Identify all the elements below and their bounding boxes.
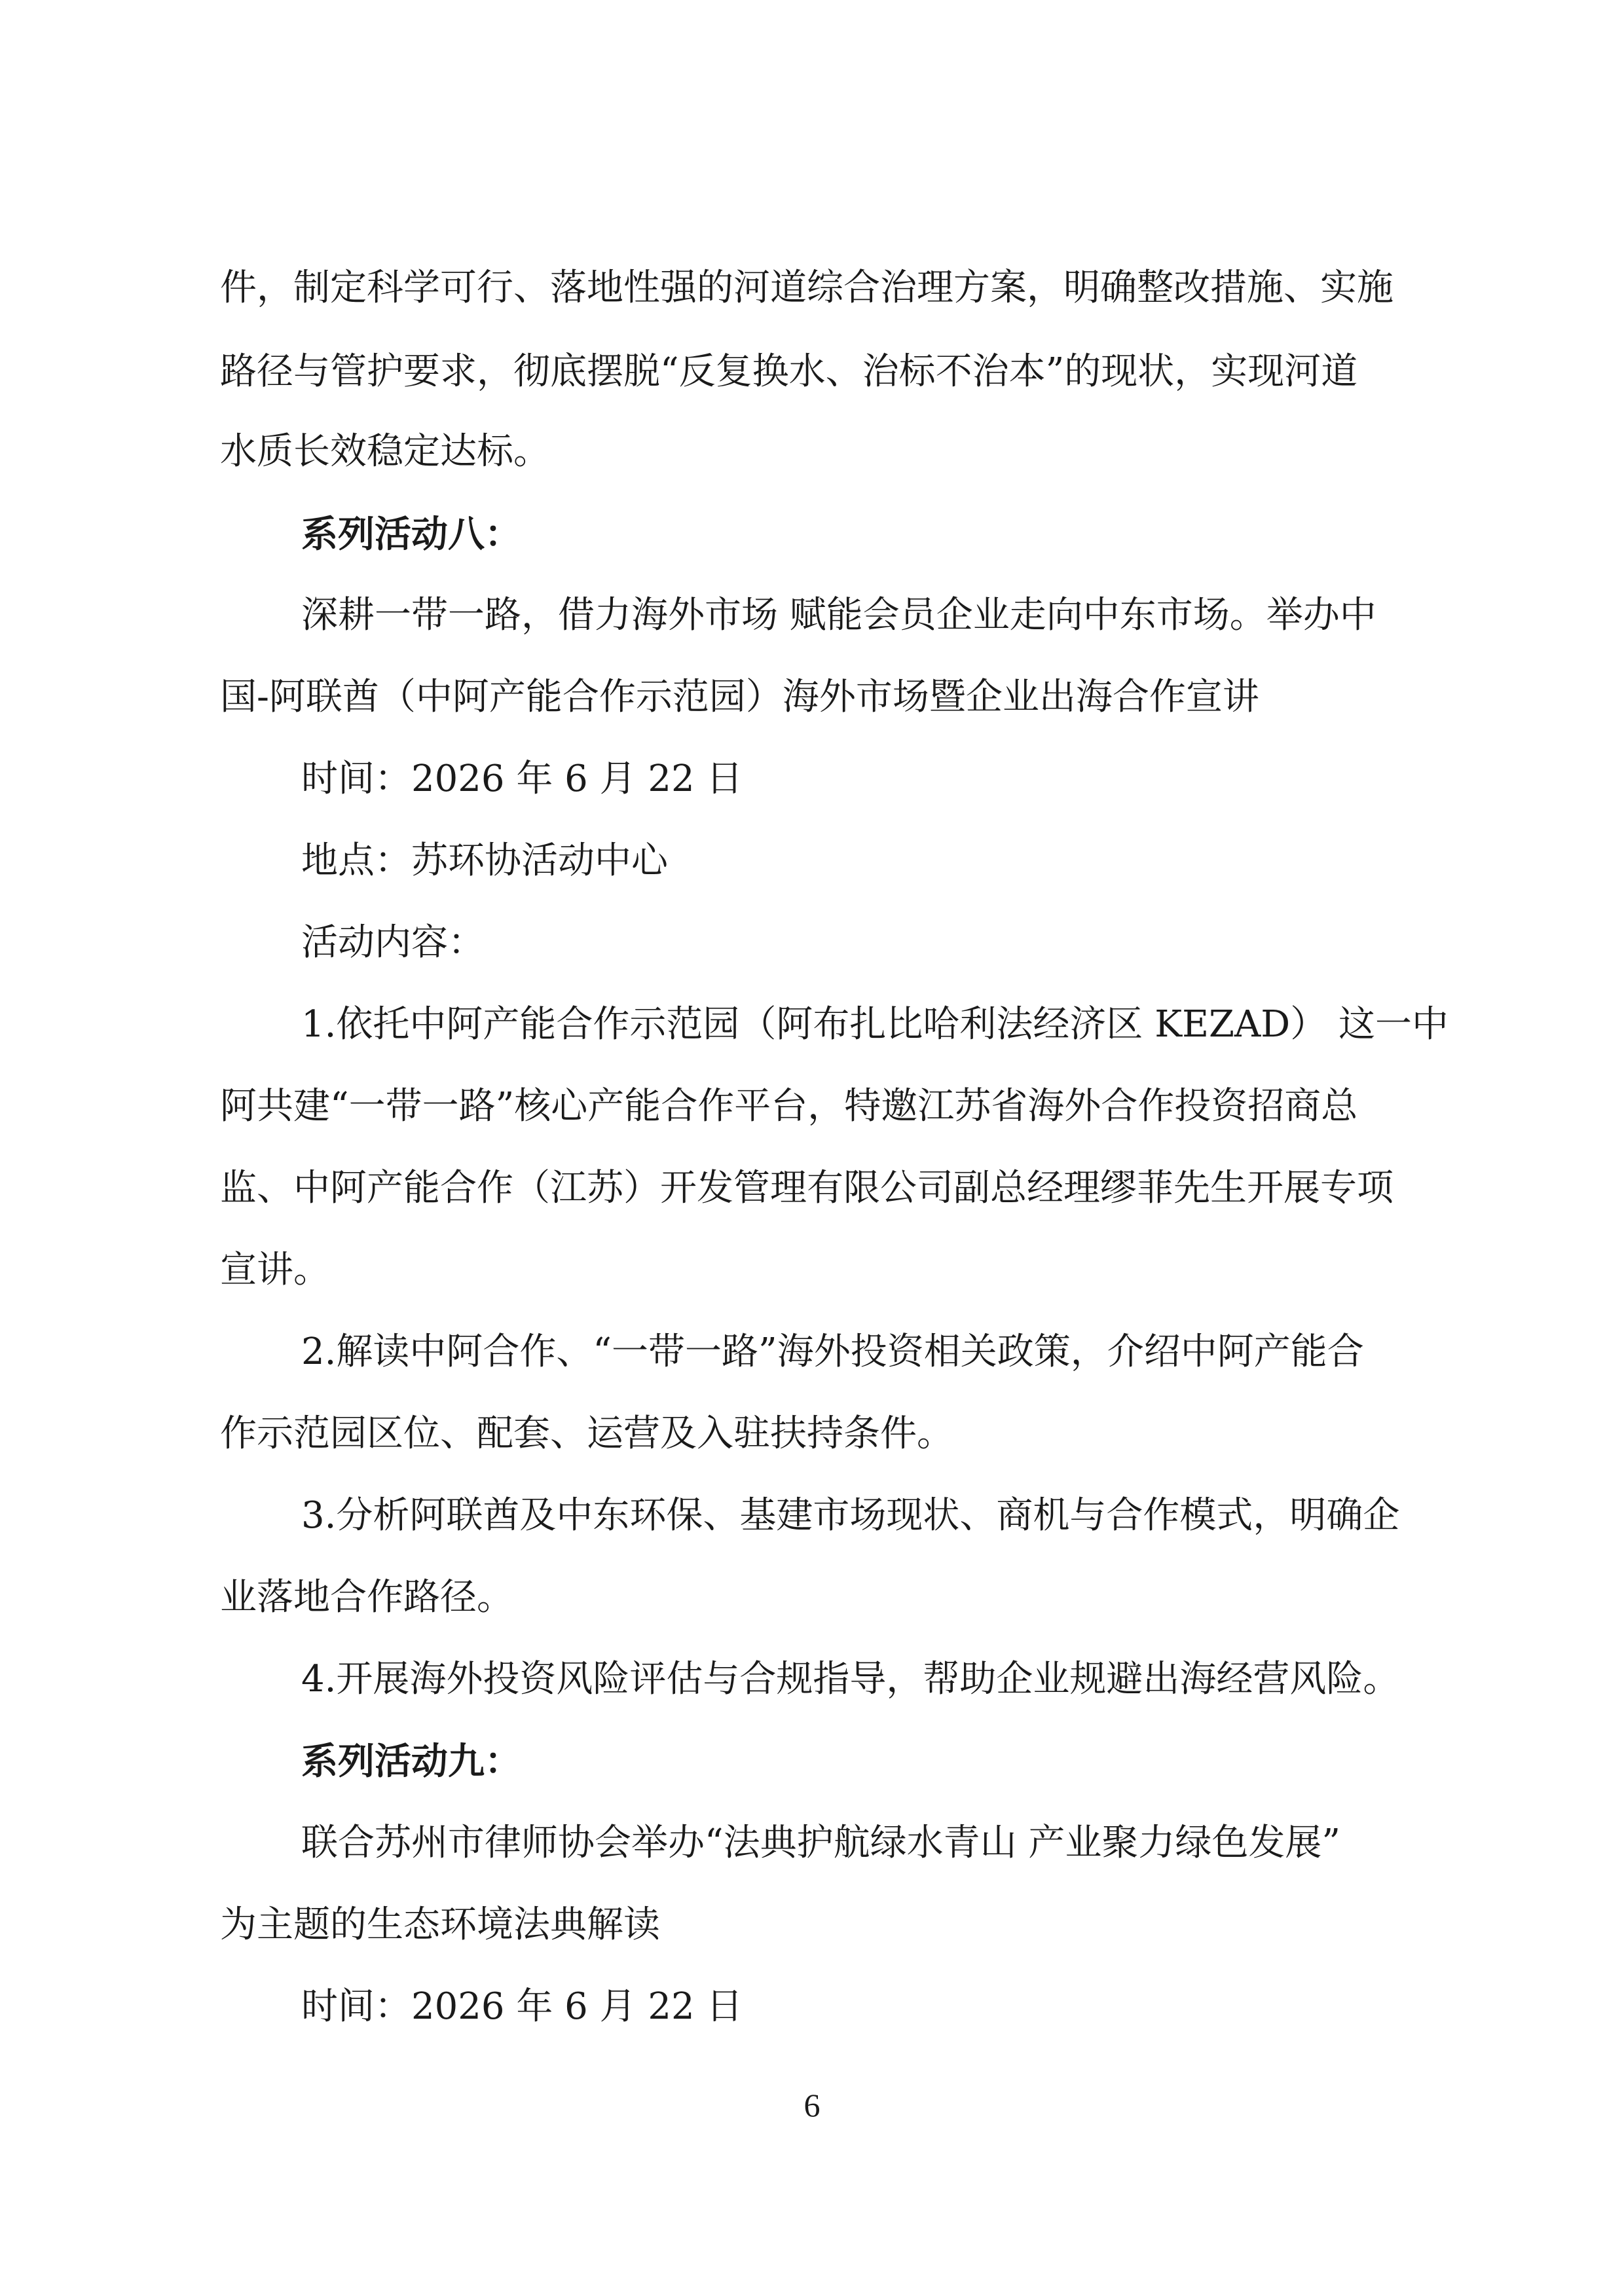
paragraph-line: 路径与管护要求，彻底摆脱“反复换水、治标不治本”的现状，实现河道: [220, 350, 1358, 393]
page-number: 6: [803, 2087, 821, 2123]
paragraph-line: 联合苏州市律师协会举办“法典护航绿水青山 产业聚力绿色发展”: [301, 1822, 1341, 1864]
event-location: 地点：苏环协活动中心: [301, 839, 668, 882]
paragraph-line: 件，制定科学可行、落地性强的河道综合治理方案，明确整改措施、实施: [220, 266, 1393, 309]
paragraph-line: 宣讲。: [220, 1249, 330, 1291]
paragraph-line: 水质长效稳定达标。: [220, 430, 550, 473]
paragraph-line: 深耕一带一路，借力海外市场 赋能会员企业走向中东市场。举办中: [301, 594, 1376, 636]
paragraph-line: 业落地合作路径。: [220, 1576, 513, 1619]
paragraph-line: 国-阿联酋（中阿产能合作示范园）海外市场暨企业出海合作宣讲: [220, 676, 1259, 718]
list-item-2: 2.解读中阿合作、“一带一路”海外投资相关政策，介绍中阿产能合: [301, 1331, 1364, 1373]
list-item-4: 4.开展海外投资风险评估与合规指导，帮助企业规避出海经营风险。: [301, 1658, 1400, 1700]
paragraph-line: 监、中阿产能合作（江苏）开发管理有限公司副总经理缪菲先生开展专项: [220, 1167, 1393, 1209]
paragraph-line: 阿共建“一带一路”核心产能合作平台，特邀江苏省海外合作投资招商总: [220, 1085, 1358, 1128]
section-heading-activity-8: 系列活动八：: [301, 513, 521, 556]
event-time: 时间：2026 年 6 月 22 日: [301, 758, 743, 800]
list-item-1: 1.依托中阿产能合作示范园（阿布扎比哈利法经济区 KEZAD） 这一中: [301, 1003, 1449, 1046]
section-heading-activity-9: 系列活动九：: [301, 1740, 521, 1783]
paragraph-line: 作示范园区位、配套、运营及入驻扶持条件。: [220, 1412, 953, 1455]
event-time: 时间：2026 年 6 月 22 日: [301, 1985, 743, 2028]
paragraph-line: 为主题的生态环境法典解读: [220, 1903, 660, 1946]
list-item-3: 3.分析阿联酋及中东环保、基建市场现状、商机与合作模式，明确企: [301, 1494, 1400, 1537]
event-content-label: 活动内容：: [301, 921, 485, 964]
